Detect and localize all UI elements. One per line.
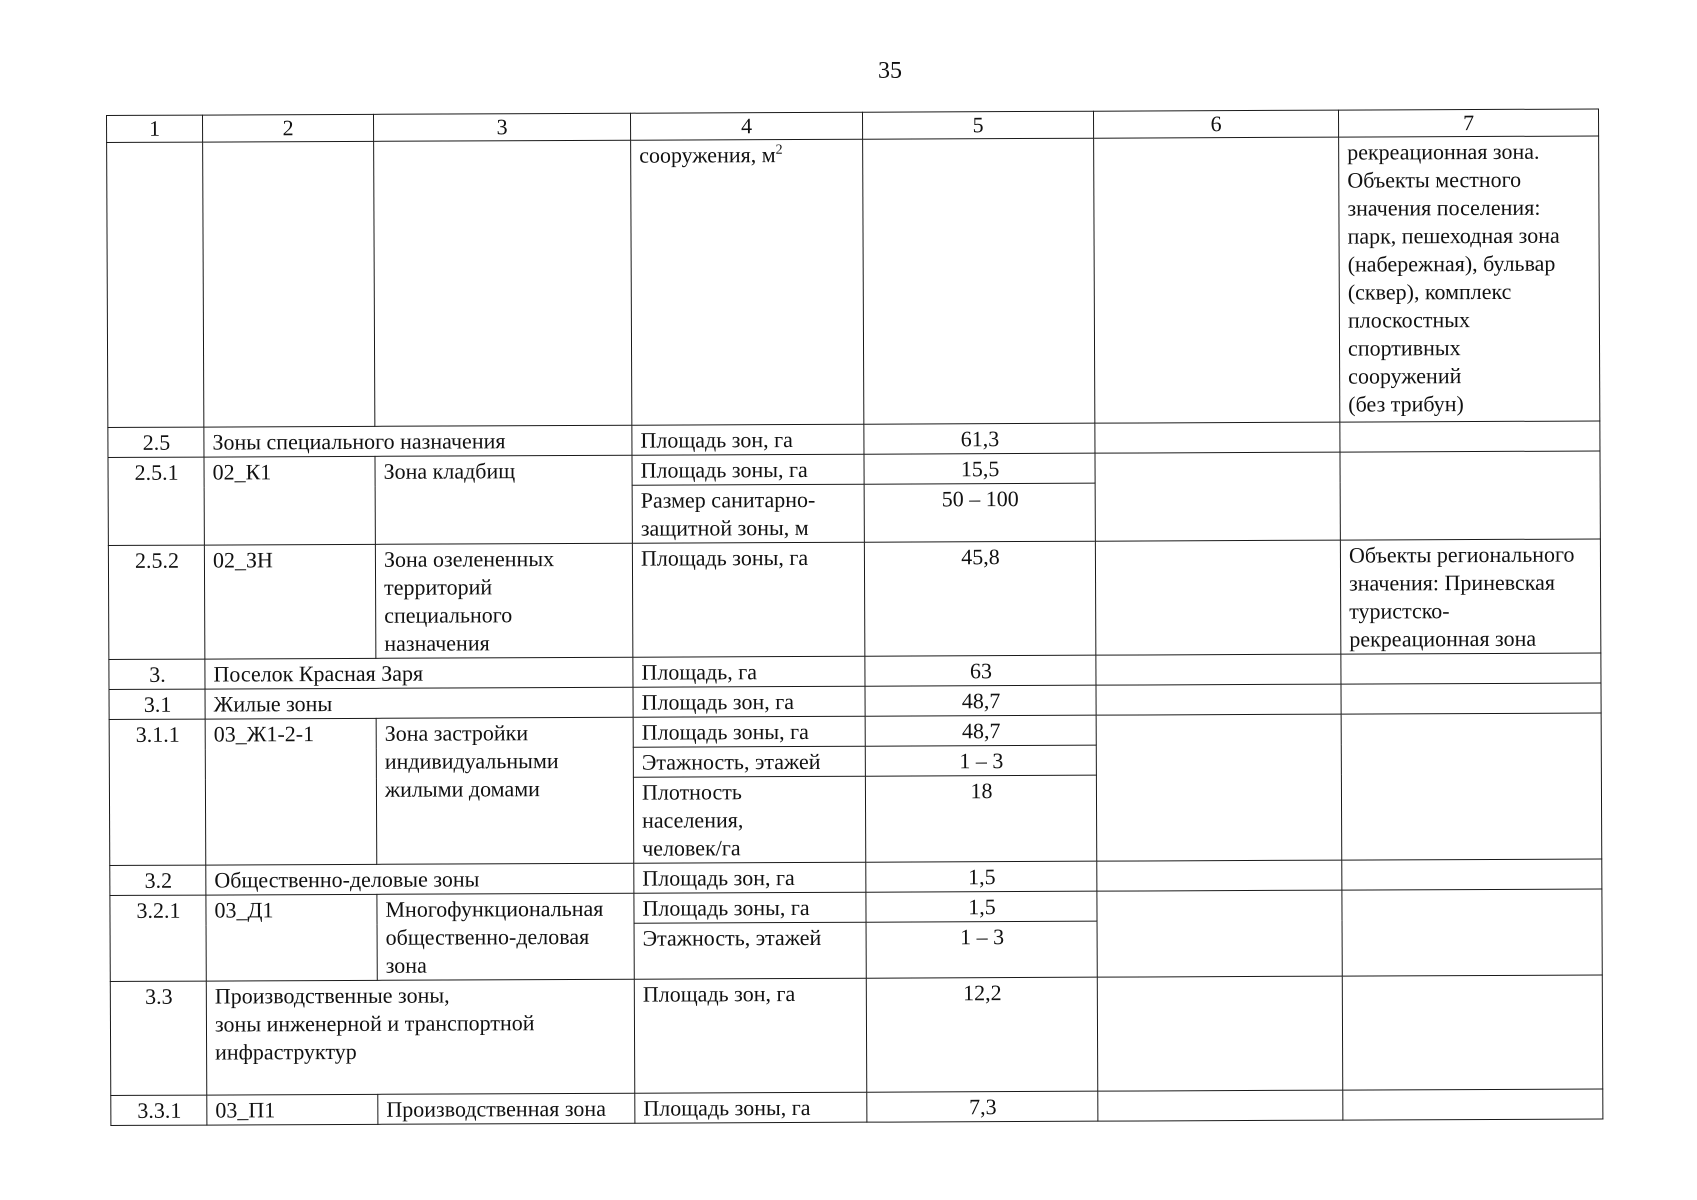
column-header: 6 [1093, 110, 1338, 138]
parameter-cell: Площадь зон, га [632, 424, 864, 455]
value-cell: 1,5 [866, 891, 1097, 922]
notes-cell: Объекты регионального значения: Приневская туристско- рекреационная зона [1340, 539, 1600, 654]
column-header: 5 [862, 111, 1093, 139]
column-header: 7 [1338, 109, 1598, 137]
table-row [109, 713, 1601, 750]
value-cell: 48,7 [865, 715, 1096, 746]
parameter-cell: Площадь, га [633, 656, 865, 687]
table-row [110, 975, 1602, 1096]
column-header: 4 [630, 112, 862, 140]
zoning-parameters-table [106, 108, 1603, 1126]
column-header: 1 [107, 115, 203, 142]
row-number: 3.3.1 [111, 1095, 207, 1125]
row-number: 2.5 [108, 427, 204, 457]
zone-code: 03_Д1 [206, 894, 377, 981]
parameter-cell: Площадь зоны, га [633, 716, 865, 747]
parameter-cell: Площадь зоны, га [635, 1092, 867, 1123]
parameter-cell: Площадь зоны, га [634, 892, 866, 923]
parameter-cell: Площадь зон, га [634, 978, 866, 1093]
notes-cell: рекреационная зона. Объекты местного значения поселения: парк, пешеходная зона (набережная), бульвар (сквер), комплекс плоскостных спортивных сооружений (без трибун) [1339, 136, 1600, 422]
parameter-cell: сооружения, $м^2$ [631, 139, 864, 425]
zone-name: Зона кладбищ [375, 455, 632, 544]
table-row [111, 1089, 1603, 1126]
zone-name: Зона застройки индивидуальными жилыми домами [376, 717, 634, 864]
value-cell: 48,7 [865, 685, 1096, 716]
row-number: 2.5.1 [108, 457, 204, 545]
value-cell: 61,3 [864, 423, 1095, 454]
parameter-cell: Этажность, этажей [634, 922, 866, 979]
column-header: 3 [373, 113, 630, 141]
row-number: 2.5.2 [108, 545, 204, 659]
row-number: 3.1.1 [109, 719, 206, 865]
parameter-cell: Площадь зон, га [634, 862, 866, 893]
page-number: 35 [878, 58, 902, 84]
parameter-cell: Размер санитарно- защитной зоны, м [632, 484, 864, 543]
row-number: 3.1 [109, 689, 205, 719]
table-row [108, 451, 1600, 488]
row-number: 3.3 [110, 981, 206, 1095]
row-number: 3.2.1 [110, 895, 206, 981]
value-cell: 45,8 [864, 541, 1095, 656]
parameter-cell: Площадь зоны, га [632, 454, 864, 485]
value-cell: 1 – 3 [866, 921, 1097, 978]
continuation-row [107, 136, 1600, 428]
value-cell: 1 – 3 [865, 745, 1096, 776]
zone-code: 02_К1 [204, 456, 375, 545]
parameter-cell: Плотность населения, человек/га [633, 776, 865, 863]
zone-group-name: Зоны специального назначения [204, 425, 632, 457]
row-number: 3. [109, 659, 205, 689]
value-cell: 1,5 [866, 861, 1097, 892]
value-cell: 63 [865, 655, 1096, 686]
table-row [108, 539, 1600, 660]
zone-group-name: Общественно-деловые зоны [206, 863, 634, 895]
settlement-name: Поселок Красная Заря [205, 657, 633, 689]
parameter-cell: Площадь зон, га [633, 686, 865, 717]
parameter-cell: Этажность, этажей [633, 746, 865, 777]
value-cell: 15,5 [864, 453, 1095, 484]
row-number: 3.2 [110, 865, 206, 895]
value-cell: 50 – 100 [864, 483, 1095, 542]
zone-group-name: Производственные зоны, зоны инженерной и транспортной инфраструктур [206, 979, 634, 1095]
zone-code: 03_П1 [207, 1094, 378, 1125]
zone-code: 03_Ж1-2-1 [205, 718, 377, 865]
zone-name: Многофункциональная общественно-деловая зона [377, 893, 634, 980]
table-row [110, 889, 1602, 926]
zone-group-name: Жилые зоны [205, 687, 633, 719]
zone-name: Зона озелененных территорий специального назначения [375, 543, 632, 658]
value-cell: 7,3 [867, 1091, 1098, 1122]
column-header: 2 [203, 114, 374, 142]
value-cell: 12,2 [866, 977, 1097, 1092]
value-cell: 18 [865, 775, 1096, 862]
zone-name: Производственная зона [378, 1093, 635, 1124]
parameter-cell: Площадь зоны, га [632, 542, 864, 657]
zone-code: 02_ЗН [204, 544, 375, 659]
